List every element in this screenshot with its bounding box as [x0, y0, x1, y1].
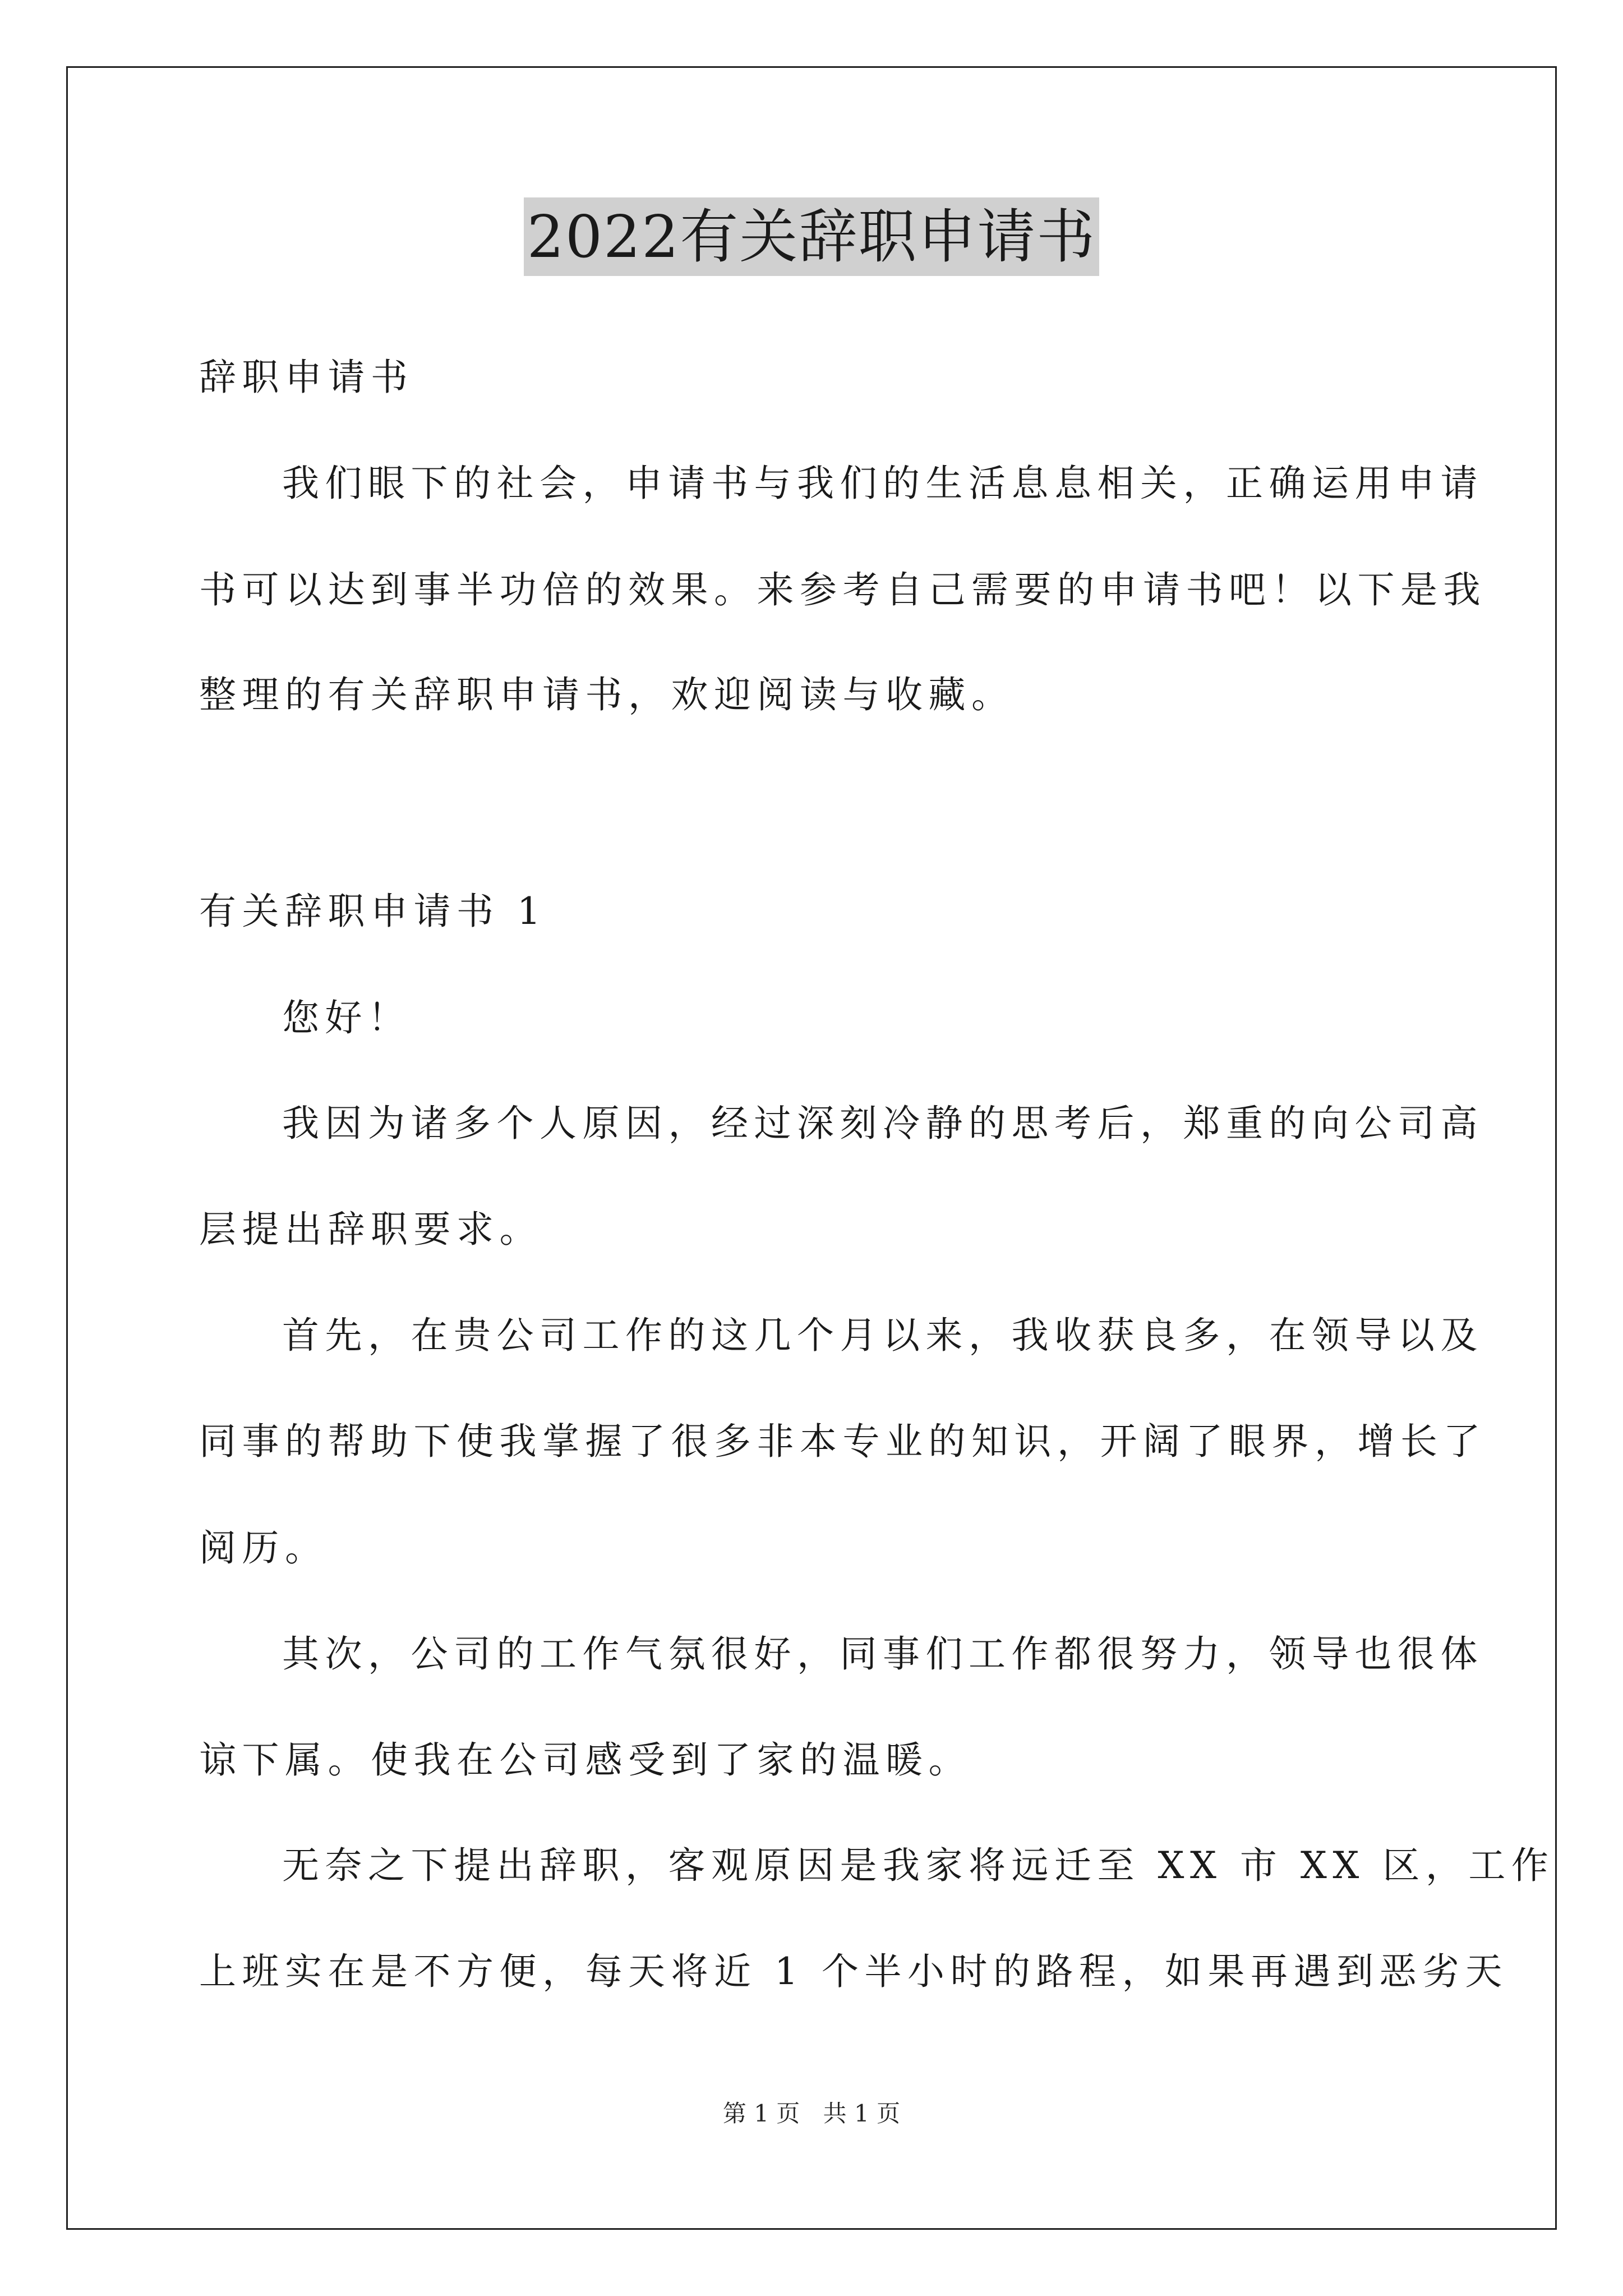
greeting-line: 您好！ — [282, 996, 411, 1039]
paragraph-line: 书可以达到事半功倍的效果。来参考自己需要的申请书吧！以下是我 — [199, 568, 1486, 611]
title-container — [0, 197, 1623, 276]
document-title: 2022有关辞职申请书 — [524, 197, 1100, 276]
paragraph-line: 整理的有关辞职申请书，欢迎阅读与收藏。 — [199, 673, 1015, 716]
paragraph-line: 阅历。 — [199, 1526, 328, 1570]
paragraph-line: 我因为诸多个人原因，经过深刻冷静的思考后，郑重的向公司高 — [282, 1102, 1483, 1145]
page-footer — [0, 2098, 1623, 2129]
paragraph-line: 层提出辞职要求。 — [199, 1208, 542, 1251]
paragraph-line: 谅下属。使我在公司感受到了家的温暖。 — [199, 1738, 971, 1782]
section-heading: 有关辞职申请书 1 — [199, 890, 547, 933]
paragraph-line: 我们眼下的社会，申请书与我们的生活息息相关，正确运用申请 — [282, 462, 1483, 505]
page-number: 第 1 页 — [722, 2100, 800, 2127]
paragraph-line: 无奈之下提出辞职，客观原因是我家将远迁至 XX 市 XX 区，工作 — [282, 1844, 1555, 1887]
paragraph-line: 同事的帮助下使我掌握了很多非本专业的知识，开阔了眼界，增长了 — [199, 1420, 1486, 1463]
page-total: 共 1 页 — [823, 2100, 901, 2127]
paragraph-line: 首先，在贵公司工作的这几个月以来，我收获良多，在领导以及 — [282, 1314, 1483, 1357]
paragraph-line: 其次，公司的工作气氛很好，同事们工作都很努力，领导也很体 — [282, 1632, 1483, 1676]
section-heading: 辞职申请书 — [199, 356, 414, 399]
paragraph-line: 上班实在是不方便，每天将近 1 个半小时的路程，如果再遇到恶劣天 — [199, 1950, 1508, 1993]
